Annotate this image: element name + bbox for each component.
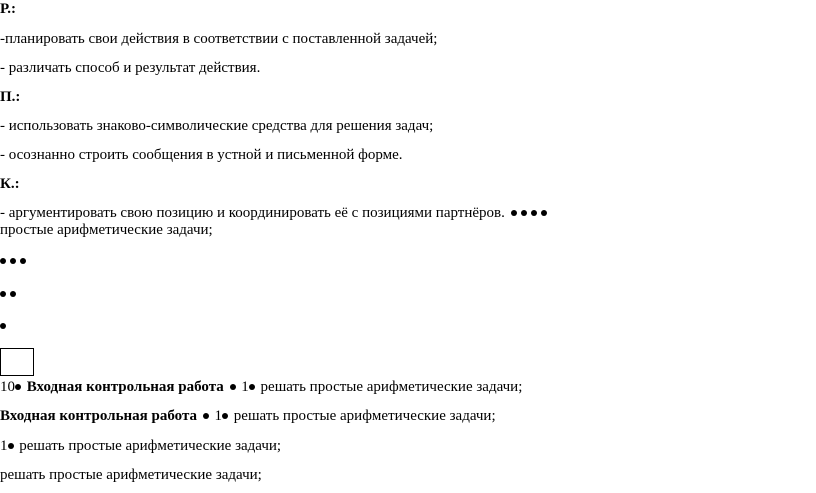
heading-k: К.: (0, 176, 20, 192)
bullet-dot-icon (0, 323, 6, 329)
row-1-number-2: 1 (241, 379, 249, 395)
row-3-number: 1 (0, 438, 8, 454)
bullet-dot-icon (531, 210, 537, 216)
dots-row-3 (0, 252, 28, 270)
bullet-dot-icon (15, 384, 21, 390)
heading-r: Р.: (0, 1, 17, 17)
bullet-dot-icon (511, 210, 517, 216)
dots-row-2 (0, 285, 18, 303)
dots-row-1 (0, 317, 8, 335)
row-1 (0, 378, 522, 396)
p-line-1: - использовать знаково-символические средства для решения задач; (0, 118, 434, 134)
row-1-title: Входная контрольная работа (26, 379, 224, 395)
row-2-title: Входная контрольная работа (0, 408, 198, 424)
k-line-1 (0, 204, 549, 222)
r-line-1: -планировать свои действия в соответствии с поставленной задачей; (0, 31, 438, 47)
bullet-dot-icon (222, 413, 228, 419)
bullet-dot-icon (0, 291, 6, 297)
k-line-1-text: - аргументировать свою позицию и координировать её с позициями партнёров. (0, 205, 505, 221)
k-line-2: простые арифметические задачи; (0, 222, 213, 238)
row-1-number: 10 (0, 379, 15, 395)
row-2 (0, 407, 496, 425)
bullet-dot-icon (10, 291, 16, 297)
bullet-dot-icon (541, 210, 547, 216)
bullet-dot-icon (8, 443, 14, 449)
bullet-dot-icon (521, 210, 527, 216)
row-3-text: решать простые арифметические задачи; (19, 438, 282, 454)
bullet-dot-icon (20, 258, 26, 264)
row-1-text: решать простые арифметические задачи; (260, 379, 523, 395)
row-2-text: решать простые арифметические задачи; (233, 408, 496, 424)
bullet-dot-icon (230, 384, 236, 390)
bullet-dot-icon (10, 258, 16, 264)
bullet-dot-icon (203, 413, 209, 419)
bullet-dot-icon (249, 384, 255, 390)
bullet-dot-icon (0, 258, 6, 264)
p-line-2: - осознанно строить сообщения в устной и письменной форме. (0, 147, 403, 163)
row-2-number: 1 (214, 408, 223, 424)
row-3 (0, 437, 281, 455)
empty-box (0, 348, 34, 376)
row-4: решать простые арифметические задачи; (0, 467, 262, 483)
heading-p: П.: (0, 89, 21, 105)
r-line-2: - различать способ и результат действия. (0, 60, 261, 76)
